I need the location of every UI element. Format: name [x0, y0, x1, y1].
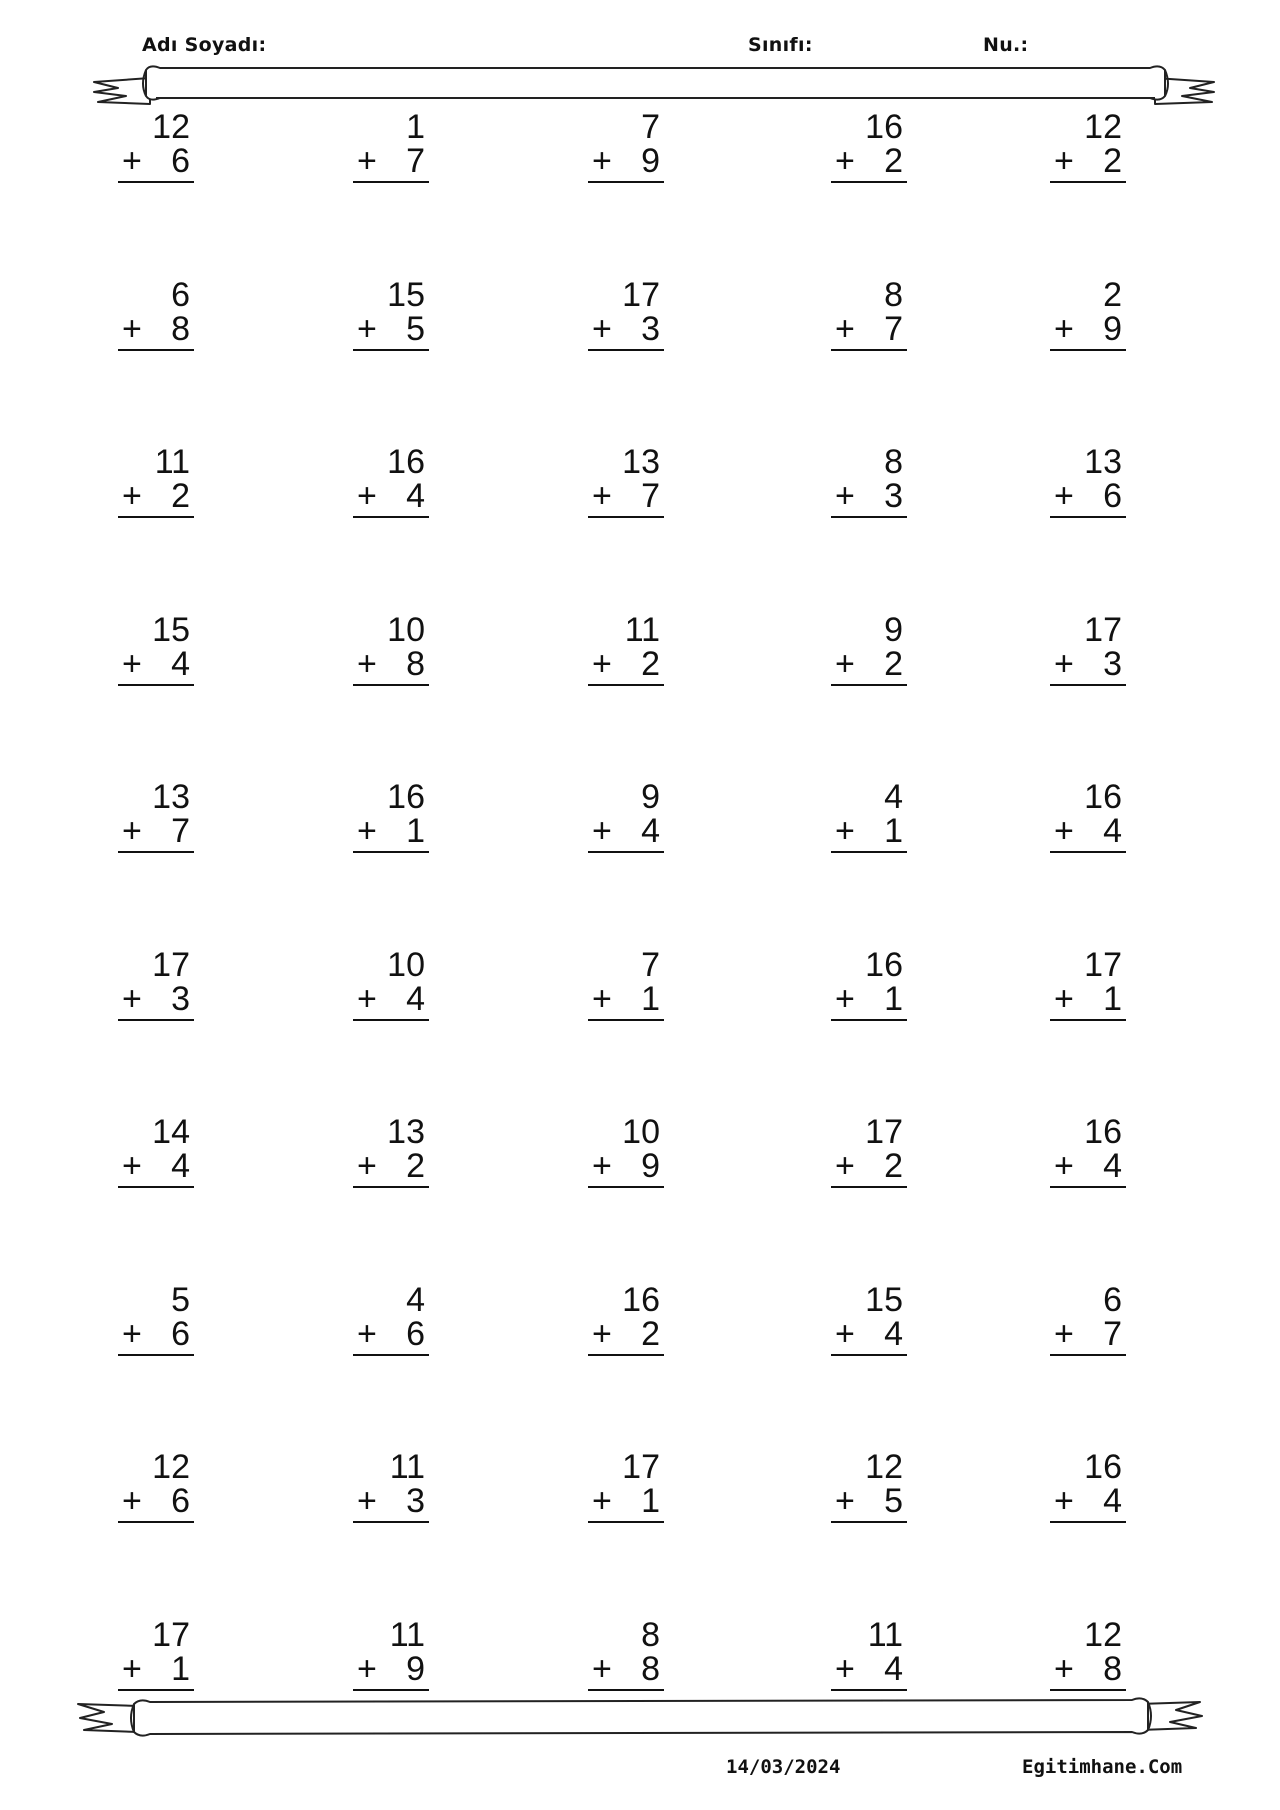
addend-bottom: 8 — [1103, 1650, 1122, 1688]
answer-line — [353, 1186, 429, 1188]
addend-bottom: 4 — [1103, 1147, 1122, 1185]
answer-line — [588, 1186, 664, 1188]
addend-top: 12 — [152, 108, 190, 146]
addend-bottom: 7 — [171, 812, 190, 850]
answer-line — [353, 684, 429, 686]
addend-bottom: 6 — [171, 1482, 190, 1520]
answer-line — [353, 1521, 429, 1523]
addend-bottom: 4 — [171, 1147, 190, 1185]
addition-problem — [122, 1115, 190, 1195]
plus-sign: + — [1054, 1315, 1074, 1353]
addend-bottom: 4 — [1103, 1482, 1122, 1520]
addition-problem — [835, 278, 903, 358]
answer-line — [118, 349, 194, 351]
addend-top: 17 — [865, 1113, 903, 1151]
answer-line — [118, 1354, 194, 1356]
addend-bottom: 9 — [641, 142, 660, 180]
addition-problem — [357, 1618, 425, 1698]
answer-line — [1050, 851, 1126, 853]
footer-site: Egitimhane.Com — [1022, 1756, 1183, 1778]
addition-problem — [1054, 1115, 1122, 1195]
addition-problem — [1054, 780, 1122, 860]
addend-top: 2 — [1103, 276, 1122, 314]
plus-sign: + — [122, 477, 142, 515]
addend-bottom: 4 — [884, 1650, 903, 1688]
plus-sign: + — [122, 980, 142, 1018]
addend-top: 9 — [641, 778, 660, 816]
addend-top: 5 — [171, 1281, 190, 1319]
plus-sign: + — [357, 477, 377, 515]
plus-sign: + — [592, 1147, 612, 1185]
answer-line — [831, 1186, 907, 1188]
addend-bottom: 8 — [171, 310, 190, 348]
addend-bottom: 3 — [1103, 645, 1122, 683]
answer-line — [831, 181, 907, 183]
addition-problem — [122, 613, 190, 693]
addition-problem — [592, 110, 660, 190]
addend-top: 11 — [867, 1616, 903, 1654]
addend-top: 12 — [1084, 108, 1122, 146]
addition-problem — [357, 1450, 425, 1530]
addition-problem — [357, 613, 425, 693]
answer-line — [118, 181, 194, 183]
addition-problem — [122, 1618, 190, 1698]
addend-bottom: 1 — [884, 980, 903, 1018]
plus-sign: + — [357, 645, 377, 683]
addition-problem — [357, 110, 425, 190]
addend-top: 9 — [884, 611, 903, 649]
addend-top: 10 — [387, 611, 425, 649]
answer-line — [588, 851, 664, 853]
answer-line — [1050, 1521, 1126, 1523]
addend-top: 8 — [641, 1616, 660, 1654]
answer-line — [831, 1354, 907, 1356]
plus-sign: + — [835, 142, 855, 180]
plus-sign: + — [357, 1650, 377, 1688]
addend-top: 17 — [1084, 946, 1122, 984]
addition-problem — [357, 1115, 425, 1195]
addend-bottom: 8 — [641, 1650, 660, 1688]
addition-problem — [357, 948, 425, 1028]
addend-bottom: 3 — [641, 310, 660, 348]
addition-problem — [122, 1283, 190, 1363]
addition-problem — [592, 1450, 660, 1530]
answer-line — [831, 1521, 907, 1523]
addend-top: 12 — [865, 1448, 903, 1486]
addend-bottom: 8 — [406, 645, 425, 683]
addend-bottom: 4 — [171, 645, 190, 683]
addend-bottom: 1 — [1103, 980, 1122, 1018]
answer-line — [1050, 349, 1126, 351]
addend-top: 16 — [387, 443, 425, 481]
addend-bottom: 4 — [406, 477, 425, 515]
addend-bottom: 1 — [884, 812, 903, 850]
addend-top: 8 — [884, 276, 903, 314]
addend-top: 11 — [154, 443, 190, 481]
answer-line — [118, 684, 194, 686]
answer-line — [588, 349, 664, 351]
plus-sign: + — [592, 1315, 612, 1353]
plus-sign: + — [1054, 1147, 1074, 1185]
plus-sign: + — [122, 142, 142, 180]
answer-line — [1050, 1019, 1126, 1021]
addend-bottom: 4 — [1103, 812, 1122, 850]
addend-top: 11 — [389, 1616, 425, 1654]
addend-top: 13 — [1084, 443, 1122, 481]
plus-sign: + — [592, 1650, 612, 1688]
addend-top: 16 — [622, 1281, 660, 1319]
addend-bottom: 4 — [884, 1315, 903, 1353]
answer-line — [353, 1354, 429, 1356]
addition-problem — [122, 445, 190, 525]
addend-top: 10 — [387, 946, 425, 984]
addend-top: 17 — [152, 1616, 190, 1654]
plus-sign: + — [357, 310, 377, 348]
name-label: Adı Soyadı: — [142, 34, 267, 56]
answer-line — [588, 516, 664, 518]
plus-sign: + — [1054, 645, 1074, 683]
addition-problem — [592, 613, 660, 693]
addend-bottom: 7 — [1103, 1315, 1122, 1353]
answer-line — [831, 851, 907, 853]
plus-sign: + — [357, 980, 377, 1018]
plus-sign: + — [357, 1315, 377, 1353]
addend-top: 12 — [152, 1448, 190, 1486]
addition-problem — [835, 613, 903, 693]
addition-problem — [592, 948, 660, 1028]
addend-top: 4 — [406, 1281, 425, 1319]
addend-top: 16 — [1084, 778, 1122, 816]
addend-bottom: 1 — [406, 812, 425, 850]
answer-line — [588, 1354, 664, 1356]
addend-bottom: 2 — [171, 477, 190, 515]
addition-problem — [122, 110, 190, 190]
addition-problem — [835, 445, 903, 525]
plus-sign: + — [592, 1482, 612, 1520]
addend-top: 17 — [1084, 611, 1122, 649]
addition-problem — [1054, 1450, 1122, 1530]
plus-sign: + — [357, 142, 377, 180]
addend-bottom: 7 — [641, 477, 660, 515]
answer-line — [588, 684, 664, 686]
addition-problem — [592, 1115, 660, 1195]
addition-problem — [1054, 1283, 1122, 1363]
addition-problem — [592, 780, 660, 860]
plus-sign: + — [835, 310, 855, 348]
plus-sign: + — [122, 1650, 142, 1688]
plus-sign: + — [835, 645, 855, 683]
plus-sign: + — [357, 1147, 377, 1185]
addend-top: 16 — [1084, 1448, 1122, 1486]
addend-bottom: 6 — [171, 1315, 190, 1353]
addend-bottom: 4 — [406, 980, 425, 1018]
plus-sign: + — [592, 645, 612, 683]
plus-sign: + — [1054, 477, 1074, 515]
addend-top: 16 — [865, 946, 903, 984]
addend-top: 17 — [622, 1448, 660, 1486]
answer-line — [588, 1521, 664, 1523]
answer-line — [831, 349, 907, 351]
plus-sign: + — [592, 310, 612, 348]
addend-top: 14 — [152, 1113, 190, 1151]
answer-line — [1050, 1186, 1126, 1188]
addition-problem — [122, 780, 190, 860]
addend-bottom: 1 — [171, 1650, 190, 1688]
plus-sign: + — [122, 645, 142, 683]
addition-problem — [357, 780, 425, 860]
addend-top: 16 — [387, 778, 425, 816]
plus-sign: + — [592, 812, 612, 850]
footer-date: 14/03/2024 — [726, 1756, 841, 1778]
addend-top: 16 — [865, 108, 903, 146]
answer-line — [1050, 181, 1126, 183]
plus-sign: + — [592, 980, 612, 1018]
answer-line — [118, 1019, 194, 1021]
answer-line — [831, 516, 907, 518]
answer-line — [118, 516, 194, 518]
addend-top: 17 — [152, 946, 190, 984]
plus-sign: + — [835, 980, 855, 1018]
answer-line — [1050, 516, 1126, 518]
plus-sign: + — [122, 1315, 142, 1353]
addend-top: 17 — [622, 276, 660, 314]
addition-problem — [835, 1618, 903, 1698]
addend-top: 6 — [171, 276, 190, 314]
addition-problem — [122, 1450, 190, 1530]
addend-top: 4 — [884, 778, 903, 816]
addition-problem — [1054, 1618, 1122, 1698]
addition-problem — [835, 948, 903, 1028]
addition-problem — [1054, 445, 1122, 525]
addend-bottom: 1 — [641, 1482, 660, 1520]
addend-top: 13 — [152, 778, 190, 816]
addend-top: 10 — [622, 1113, 660, 1151]
class-label: Sınıfı: — [748, 34, 813, 56]
plus-sign: + — [835, 1315, 855, 1353]
addend-bottom: 6 — [406, 1315, 425, 1353]
plus-sign: + — [1054, 980, 1074, 1018]
addend-bottom: 9 — [1103, 310, 1122, 348]
addition-problem — [357, 278, 425, 358]
answer-line — [353, 349, 429, 351]
answer-line — [1050, 684, 1126, 686]
answer-line — [353, 181, 429, 183]
addend-top: 8 — [884, 443, 903, 481]
plus-sign: + — [592, 477, 612, 515]
addition-problem — [835, 110, 903, 190]
addend-bottom: 2 — [641, 1315, 660, 1353]
addition-problem — [1054, 278, 1122, 358]
plus-sign: + — [122, 1482, 142, 1520]
addend-top: 12 — [1084, 1616, 1122, 1654]
plus-sign: + — [592, 142, 612, 180]
addend-top: 15 — [387, 276, 425, 314]
addend-bottom: 2 — [884, 142, 903, 180]
answer-line — [1050, 1354, 1126, 1356]
addend-bottom: 2 — [641, 645, 660, 683]
answer-line — [118, 1521, 194, 1523]
answer-line — [831, 1019, 907, 1021]
addition-problem — [122, 278, 190, 358]
addend-bottom: 3 — [406, 1482, 425, 1520]
plus-sign: + — [357, 812, 377, 850]
plus-sign: + — [1054, 142, 1074, 180]
plus-sign: + — [122, 1147, 142, 1185]
answer-line — [353, 516, 429, 518]
plus-sign: + — [357, 1482, 377, 1520]
addition-problem — [592, 445, 660, 525]
plus-sign: + — [835, 1650, 855, 1688]
addend-bottom: 2 — [1103, 142, 1122, 180]
plus-sign: + — [835, 477, 855, 515]
plus-sign: + — [1054, 1482, 1074, 1520]
addend-bottom: 1 — [641, 980, 660, 1018]
addend-bottom: 9 — [641, 1147, 660, 1185]
plus-sign: + — [122, 310, 142, 348]
addend-top: 16 — [1084, 1113, 1122, 1151]
addition-problem — [592, 1618, 660, 1698]
addend-bottom: 3 — [171, 980, 190, 1018]
addend-top: 11 — [624, 611, 660, 649]
plus-sign: + — [122, 812, 142, 850]
addend-bottom: 5 — [884, 1482, 903, 1520]
plus-sign: + — [835, 1147, 855, 1185]
answer-line — [118, 851, 194, 853]
addend-bottom: 2 — [406, 1147, 425, 1185]
addition-problem — [122, 948, 190, 1028]
addition-problem — [835, 1115, 903, 1195]
addition-problem — [357, 445, 425, 525]
addition-problem — [1054, 110, 1122, 190]
addition-problem — [592, 1283, 660, 1363]
addend-bottom: 6 — [1103, 477, 1122, 515]
addend-top: 13 — [387, 1113, 425, 1151]
plus-sign: + — [1054, 812, 1074, 850]
answer-line — [588, 1019, 664, 1021]
plus-sign: + — [1054, 310, 1074, 348]
plus-sign: + — [835, 812, 855, 850]
addend-bottom: 9 — [406, 1650, 425, 1688]
addend-top: 6 — [1103, 1281, 1122, 1319]
addend-bottom: 2 — [884, 645, 903, 683]
number-label: Nu.: — [983, 34, 1029, 56]
addition-problem — [835, 1283, 903, 1363]
addend-bottom: 7 — [884, 310, 903, 348]
addend-bottom: 5 — [406, 310, 425, 348]
addend-bottom: 4 — [641, 812, 660, 850]
addend-top: 15 — [865, 1281, 903, 1319]
addend-bottom: 2 — [884, 1147, 903, 1185]
bottom-scroll-banner — [0, 1690, 1280, 1750]
addend-top: 7 — [641, 108, 660, 146]
answer-line — [118, 1186, 194, 1188]
addend-bottom: 7 — [406, 142, 425, 180]
addend-top: 13 — [622, 443, 660, 481]
addition-problem — [835, 1450, 903, 1530]
answer-line — [353, 1019, 429, 1021]
addition-problem — [1054, 948, 1122, 1028]
addend-top: 1 — [406, 108, 425, 146]
answer-line — [588, 181, 664, 183]
plus-sign: + — [835, 1482, 855, 1520]
addend-bottom: 6 — [171, 142, 190, 180]
answer-line — [831, 684, 907, 686]
addend-top: 15 — [152, 611, 190, 649]
plus-sign: + — [1054, 1650, 1074, 1688]
addend-top: 7 — [641, 946, 660, 984]
answer-line — [353, 851, 429, 853]
addition-problem — [357, 1283, 425, 1363]
addend-bottom: 3 — [884, 477, 903, 515]
addend-top: 11 — [389, 1448, 425, 1486]
addition-problem — [592, 278, 660, 358]
addition-problem — [835, 780, 903, 860]
addition-problem — [1054, 613, 1122, 693]
